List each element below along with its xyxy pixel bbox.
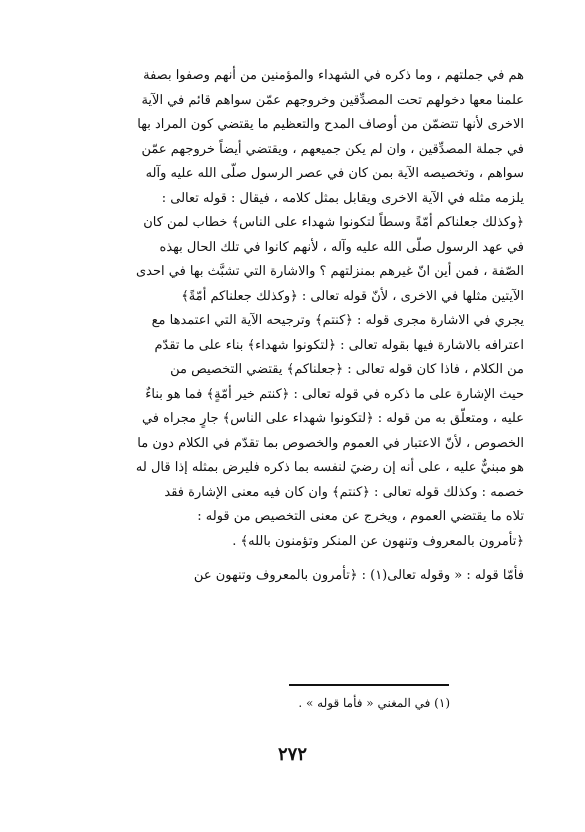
text-line: ﴿وكذلك جعلناكم أمّةً وسطاً لتكونوا شهداء على الناس﴾ خطاب لمن كان: [143, 215, 524, 230]
body-text: [62, 64, 524, 589]
page-number: ٢٧٢: [277, 744, 307, 765]
text-line: من الكلام ، فاذا كان قوله تعالى : ﴿جعلناكم﴾ يقتضي التخصيص من: [170, 362, 524, 377]
text-line: تلاه ما يقتضي العموم ، ويخرج عن معنى التخصيص من قوله :: [197, 509, 524, 524]
text-line: هم في جملتهم ، وما ذكره في الشهداء والمؤمنين من أنهم وصفوا بصفة: [143, 68, 524, 83]
footnote-divider: [289, 684, 449, 686]
text-line: يجري في الاشارة مجرى قوله : ﴿كنتم﴾ وترجيحه الآية التي اعتمدها مع: [151, 313, 524, 328]
text-line: فأمّا قوله : « وقوله تعالى(١) : ﴿تأمرون بالمعروف وتنهون عن: [193, 568, 524, 583]
text-line: اعترافه بالاشارة فيها بقوله تعالى : ﴿لتكونوا شهداء﴾ بناء على ما تقدّم: [154, 337, 524, 353]
text-line: يلزمه مثله في الآية الاخرى ويقابل بمثل كلامه ، فيقال : قوله تعالى :: [161, 190, 524, 206]
text-line: في عهد الرسول صلّى الله عليه وآله ، لأنهم كانوا في تلك الحال بهذه: [159, 239, 524, 255]
text-line: علمنا معها دخولهم تحت المصدِّقين وخروجهم عمّن سواهم قائم في الآية: [141, 92, 524, 108]
text-line: الخصوص ، لأنّ الاعتبار في العموم والخصوص بما تقدّم في الكلام دون ما: [137, 435, 524, 451]
text-line: حيث الإشارة على ما ذكره في قوله تعالى : ﴿كنتم خير أمّةٍ﴾ فما هو بناءٌ: [145, 386, 524, 402]
text-line: في جملة المصدِّقين ، وان لم يكن جميعهم ، ويقتضي أيضاً خروجهم عمّن: [141, 141, 524, 157]
text-line: الاخرى لأنها تتضمّن من أوصاف المدح والتعظيم ما يقتضي كون المراد بها: [137, 117, 524, 132]
text-line: هو مبنيٌّ عليه ، على أنه إن رضيَ لنفسه بما ذكره فليرض بمثله إذا قال له: [135, 460, 524, 475]
text-line: خصمه : وكذلك قوله تعالى : ﴿كنتم﴾ وان كان فيه معنى الإشارة فقد: [164, 484, 524, 500]
text-line: الآيتين مثلها في الاخرى ، لأنّ قوله تعالى : ﴿وكذلك جعلناكم أمّةً﴾: [181, 288, 524, 304]
text-line: عليه ، ومتعلّق به من قوله : ﴿لتكونوا شهداء على الناس﴾ جارٍ مجراه في: [141, 411, 524, 426]
text-line: سواهم ، وتخصيصه الآية بمن كان في عصر الرسول صلّى الله عليه وآله: [145, 166, 524, 181]
text-line: الصّفة ، فمن أين انّ غيرهم بمنزلتهم ؟ والاشارة التي تشبَّث بها في احدى: [135, 264, 524, 279]
text-line: ﴿تأمرون بالمعروف وتنهون عن المنكر وتؤمنون بالله﴾ .: [232, 533, 524, 549]
footnote: (١) في المغني « فأما قوله » .: [298, 696, 450, 710]
